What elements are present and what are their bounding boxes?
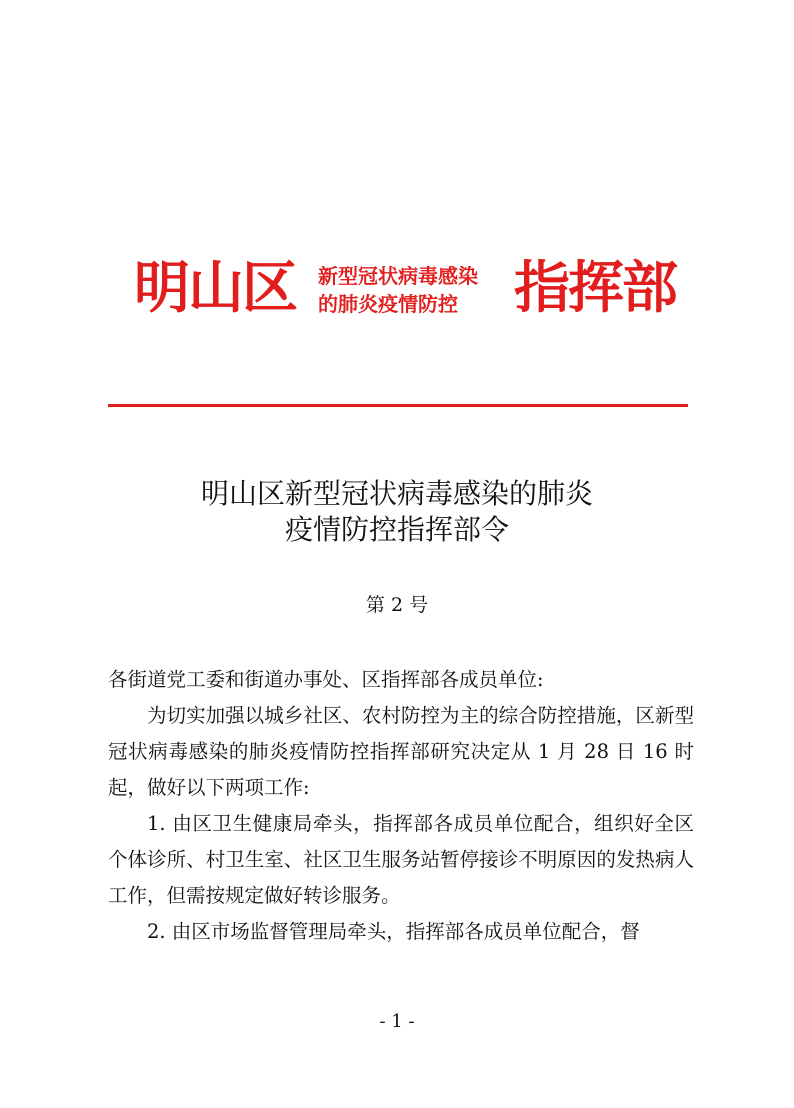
masthead-district: 明山区 <box>134 255 296 321</box>
masthead-subtitle-line2: 的肺炎疫情防控 <box>318 292 458 316</box>
masthead-subtitle-line1: 新型冠状病毒感染 <box>318 264 478 288</box>
addressee: 各街道党工委和街道办事处、区指挥部各成员单位: <box>108 668 544 691</box>
document-body <box>108 662 694 950</box>
masthead-command: 指挥部 <box>514 255 676 321</box>
document-title-line2: 疫情防控指挥部令 <box>284 513 509 546</box>
paragraph-item-2: 2. 由区市场监督管理局牵头，指挥部各成员单位配合，督 <box>147 920 640 943</box>
page-number: - 1 - <box>379 1011 415 1032</box>
document-title-line1: 明山区新型冠状病毒感染的肺炎 <box>200 477 593 510</box>
masthead-subtitle <box>318 262 508 318</box>
paragraph-item-1: 1. 由区卫生健康局牵头，指挥部各成员单位配合，组织好全区个体诊所、村卫生室、社区卫生服务站暂停接诊不明原因的发热病人工作，但需按规定做好转诊服务。 <box>108 812 694 907</box>
red-divider-line <box>108 404 688 407</box>
document-number: 第 2 号 <box>365 594 429 616</box>
masthead <box>0 0 794 420</box>
document-title <box>0 476 794 548</box>
paragraph-intro: 为切实加强以城乡社区、农村防控为主的综合防控措施，区新型冠状病毒感染的肺炎疫情防控指挥部研究决定从 1 月 28 日 16 时起，做好以下两项工作: <box>108 704 694 799</box>
